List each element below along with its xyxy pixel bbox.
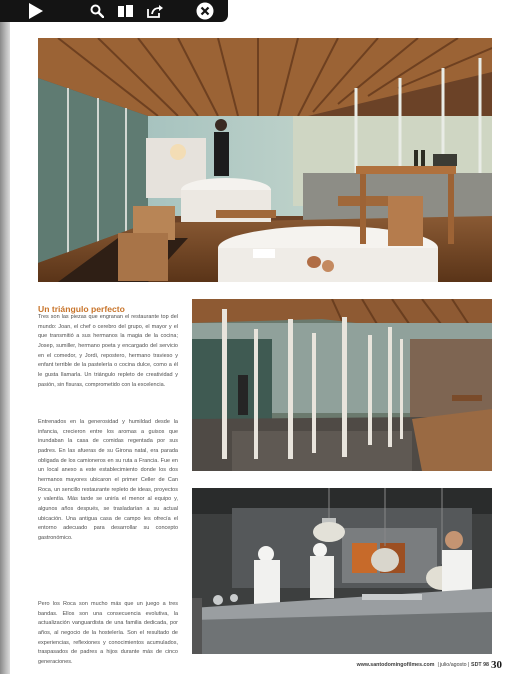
book-icon: [117, 4, 134, 19]
footer-magazine: SDT 98: [471, 662, 489, 668]
kitchen-photo: [192, 488, 492, 654]
article-paragraph: Tres son las piezas que engranan el restaurante top del mundo: Joan, el chef o cerebro del grupo, el mayor y el que transmitió a sus hermanos la magia de la cocina; Josep, sumiller, hermano poeta y encargado del servicio en el comedor, y Jordi, repostero, hermano travieso y enfant terrible de la pastelería o cocina dulce, como a él le gusta llamarla. Un triángulo repleto de creatividad y pasión, sin fisuras, comprometido con la excelencia.: [38, 314, 178, 388]
page-number: 30: [491, 659, 502, 671]
share-icon: [146, 4, 164, 19]
search-icon: [90, 4, 104, 18]
footer-issue: julio/agosto: [439, 662, 467, 668]
play-icon: [26, 2, 44, 20]
article-paragraph: Entrenados en la generosidad y humildad desde la infancia, crecieron entre los aromas a guisos que inundaban la casa de comidas regentada por sus padres. En las afueras de su Girona natal, era parada obligada de los camioneros en su ruta a Francia. Fue en un local anexo a este establecimiento donde los dos hermanos mayores ubicaron el primer Celler de Can Roca, un sencillo restaurante repleto de ideas, proyectos y valentía. Más tarde se uniría el menor al equipo y, algunos años después, se trasladarían a su actual ubicación. Una antigua casa de campo les ofrecía el entorno adecuado para desarrollar su concepto gastronómico.: [38, 419, 178, 541]
search-button[interactable]: [86, 0, 108, 22]
left-margin-stripe: [0, 0, 10, 674]
footer-url[interactable]: www.santodomingofilmes.com: [356, 662, 435, 668]
page-footer: www.santodomingofilmes.com | julio/agosto | SDT 98 30: [356, 659, 502, 671]
article-heading: Un triángulo perfecto: [38, 304, 125, 314]
close-icon: [196, 2, 214, 20]
close-button[interactable]: [194, 0, 216, 22]
bookmarks-button[interactable]: [114, 0, 136, 22]
share-button[interactable]: [144, 0, 166, 22]
play-button[interactable]: [22, 0, 48, 22]
dining-room-photo: [38, 38, 492, 282]
article-paragraph: Pero los Roca son mucho más que un juego a tres bandas. Ellos son una consecuencia evolutiva, la actualización vanguardista de una familia dedicada, por años, al negocio de la hostelería. Son el resultado de experiencias, reflexiones y conocimientos acumulados, traspasados de padres a hijos durante más de cinco generaciones.: [38, 601, 178, 665]
courtyard-photo: [192, 299, 492, 471]
viewer-toolbar: [0, 0, 228, 22]
